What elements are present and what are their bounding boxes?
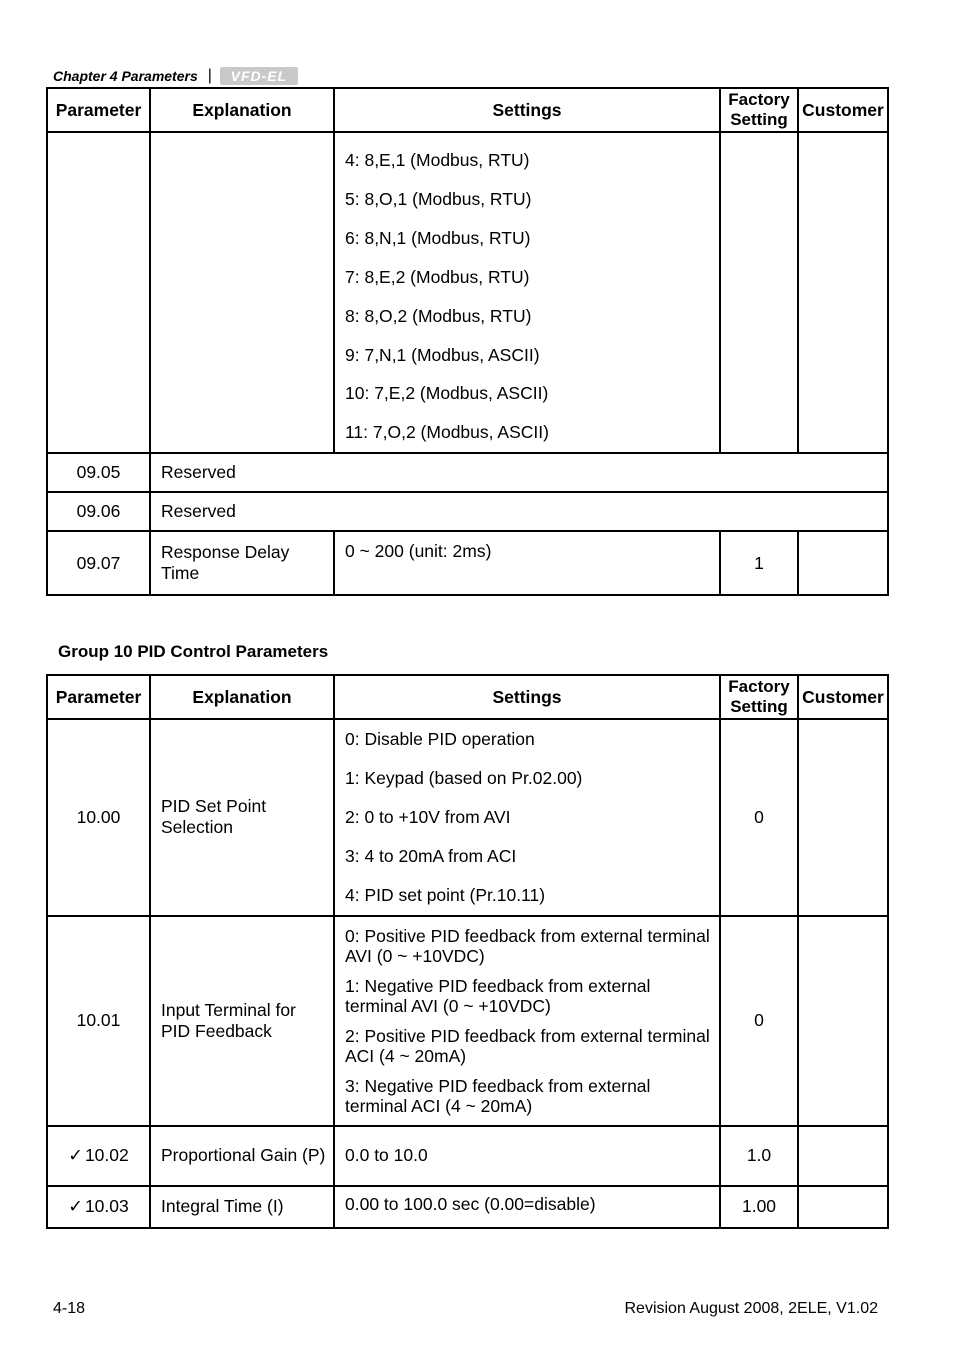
table-header-row: [47, 88, 888, 132]
settings-cell: 0 ~ 200 (unit: 2ms): [334, 531, 720, 595]
setting-option: 7: 8,E,2 (Modbus, RTU): [345, 266, 530, 287]
customer-cell: [798, 1186, 888, 1228]
setting-option: 4: PID set point (Pr.10.11): [345, 884, 546, 905]
setting-option: 4: 8,E,1 (Modbus, RTU): [345, 150, 530, 170]
explanation-cell: Integral Time (I): [150, 1186, 334, 1228]
vfd-el-logo: VFD-EL: [220, 67, 298, 85]
explanation-cell: Input Terminal for PID Feedback: [150, 916, 334, 1126]
param-cell: 09.06: [47, 492, 150, 531]
section-title: Group 10 PID Control Parameters: [58, 642, 329, 661]
settings-cell: [334, 916, 720, 1126]
table-row: [47, 531, 888, 595]
run-change-icon: ✓: [68, 1145, 83, 1166]
customer-cell: [798, 719, 888, 916]
setting-option: 1: Keypad (based on Pr.02.00): [345, 767, 583, 788]
settings-cell: [334, 719, 720, 916]
factory-cell: 0: [720, 719, 798, 916]
table-row: [47, 916, 888, 1126]
col-header-factory: Factory Setting: [720, 88, 798, 132]
customer-cell: [798, 916, 888, 1126]
factory-cell: 0: [720, 916, 798, 1126]
settings-cell: 0.0 to 10.0: [334, 1126, 720, 1186]
explanation-cell: Reserved: [150, 492, 888, 531]
param-cell: 10.01: [47, 916, 150, 1126]
page-header: [53, 66, 298, 86]
table-header-row: [47, 675, 888, 719]
col-header-customer: Customer: [798, 675, 888, 719]
param-number: 10.03: [84, 1196, 129, 1217]
explanation-cell: PID Set Point Selection: [150, 719, 334, 916]
customer-cell: [798, 531, 888, 595]
factory-cell: 1.0: [720, 1126, 798, 1186]
col-header-explanation: Explanation: [150, 88, 334, 132]
setting-option: 8: 8,O,2 (Modbus, RTU): [345, 305, 532, 326]
table-row: [47, 719, 888, 916]
setting-option: 10: 7,E,2 (Modbus, ASCII): [345, 383, 549, 404]
setting-option: 6: 8,N,1 (Modbus, RTU): [345, 227, 531, 248]
table-row: [47, 1186, 888, 1228]
revision-note: Revision August 2008, 2ELE, V1.02: [624, 1300, 878, 1317]
explanation-cell: Response Delay Time: [150, 531, 334, 595]
col-header-settings: Settings: [334, 88, 720, 132]
table-row: [47, 132, 888, 453]
param-cell: [47, 132, 150, 453]
explanation-cell: [150, 132, 334, 453]
table-row: [47, 492, 888, 531]
col-header-parameter: Parameter: [47, 675, 150, 719]
col-header-factory: Factory Setting: [720, 675, 798, 719]
page-number: 4-18: [53, 1300, 86, 1317]
col-header-explanation: Explanation: [150, 675, 334, 719]
setting-option: 1: Negative PID feedback from external terminal AVI (0 ~ +10VDC): [345, 975, 651, 1016]
setting-option: 9: 7,N,1 (Modbus, ASCII): [345, 344, 540, 365]
factory-cell: 1.00: [720, 1186, 798, 1228]
setting-option: 3: Negative PID feedback from external terminal ACI (4 ~ 20mA): [345, 1075, 651, 1116]
param-cell: 09.05: [47, 453, 150, 492]
setting-option: 0: Positive PID feedback from external terminal AVI (0 ~ +10VDC): [345, 925, 710, 966]
setting-option: 2: Positive PID feedback from external terminal ACI (4 ~ 20mA): [345, 1025, 710, 1066]
header-separator: |: [207, 67, 212, 84]
table-row: [47, 1126, 888, 1186]
param-cell: 09.07: [47, 531, 150, 595]
col-header-parameter: Parameter: [47, 88, 150, 132]
settings-cell: [334, 132, 720, 453]
run-change-icon: ✓: [68, 1196, 83, 1217]
setting-option: 5: 8,O,1 (Modbus, RTU): [345, 188, 532, 209]
explanation-cell: Reserved: [150, 453, 888, 492]
settings-cell: 0.00 to 100.0 sec (0.00=disable): [334, 1186, 720, 1228]
factory-cell: [720, 132, 798, 453]
col-header-settings: Settings: [334, 675, 720, 719]
setting-option: 11: 7,O,2 (Modbus, ASCII): [345, 422, 549, 443]
setting-option: 3: 4 to 20mA from ACI: [345, 845, 517, 866]
parameter-table-group-10: [46, 674, 889, 1229]
chapter-title: Chapter 4 Parameters: [53, 68, 198, 84]
table-row: [47, 453, 888, 492]
setting-option: 0: Disable PID operation: [345, 729, 535, 749]
parameter-table-group-9: [46, 87, 889, 596]
customer-cell: [798, 132, 888, 453]
param-number: 10.02: [84, 1145, 129, 1166]
col-header-customer: Customer: [798, 88, 888, 132]
factory-cell: 1: [720, 531, 798, 595]
param-cell: [47, 1126, 150, 1186]
param-cell: [47, 1186, 150, 1228]
explanation-cell: Proportional Gain (P): [150, 1126, 334, 1186]
setting-option: 2: 0 to +10V from AVI: [345, 806, 511, 827]
customer-cell: [798, 1126, 888, 1186]
param-cell: 10.00: [47, 719, 150, 916]
